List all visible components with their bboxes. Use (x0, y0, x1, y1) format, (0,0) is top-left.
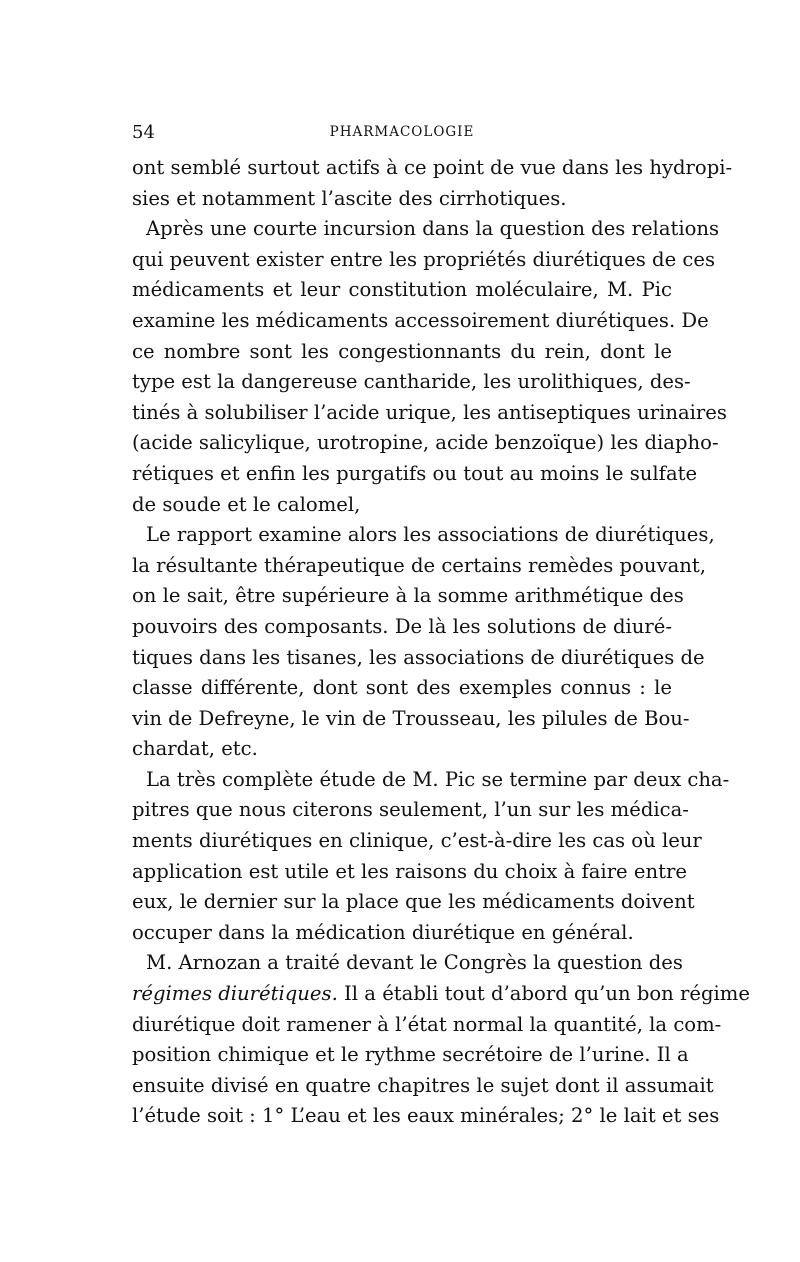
text-line: M. Arnozan a traité devant le Congrès la question des (146, 951, 683, 975)
text-line: qui peuvent exister entre les propriétés diurétiques de ces (132, 247, 716, 271)
page-number: 54 (132, 122, 155, 143)
text-line: tiques dans les tisanes, les associations de diurétiques de (132, 645, 705, 669)
text-line: ensuite divisé en quatre chapitres le sujet dont il assumait (132, 1073, 714, 1097)
text-line: application est utile et les raisons du choix à faire entre (132, 859, 687, 883)
text-line: diurétique doit ramener à l’état normal la quantité, la com- (132, 1012, 722, 1036)
text-line: rétiques et enfin les purgatifs ou tout au moins le sulfate (132, 461, 698, 485)
italic-phrase: régimes diurétiques. (132, 982, 338, 1006)
text-line: chardat, etc. (132, 737, 258, 761)
text-line: la résultante thérapeutique de certains remèdes pouvant, (132, 553, 706, 577)
body-text (132, 153, 750, 1132)
text-line: ce nombre sont les congestionnants du rein, dont le (132, 339, 672, 363)
text-line-mixed (132, 979, 750, 1010)
text-line: vin de Defreyne, le vin de Trousseau, les pilules de Bou- (132, 706, 690, 730)
text-line: La très complète étude de M. Pic se termine par deux cha- (146, 767, 730, 791)
text-line: examine les médicaments accessoirement diurétiques. De (132, 308, 709, 332)
text-line: eux, le dernier sur la place que les médicaments doivent (132, 890, 695, 914)
text-line: ments diurétiques en clinique, c’est-à-dire les cas où leur (132, 829, 702, 853)
text-line: position chimique et le rythme secrétoire de l’urine. Il a (132, 1043, 689, 1067)
page-header (132, 122, 672, 144)
text-line: occuper dans la médication diurétique en général. (132, 920, 634, 944)
text-line: type est la dangereuse cantharide, les urolithiques, des- (132, 370, 691, 394)
running-title: PHARMACOLOGIE (329, 124, 475, 140)
text-line: ont semblé surtout actifs à ce point de vue dans les hydropi- (132, 156, 733, 179)
text-line: pitres que nous citerons seulement, l’un sur les médica- (132, 798, 689, 822)
text-line: (acide salicylique, urotropine, acide benzoïque) les diapho- (132, 431, 719, 455)
text-line: l’étude soit : 1° L’eau et les eaux minérales; 2° le lait et ses (132, 1104, 720, 1128)
text-line: tinés à solubiliser l’acide urique, les antiseptiques urinaires (132, 400, 727, 424)
text-line: sies et notamment l’ascite des cirrhotiques. (132, 186, 567, 210)
text-line: pouvoirs des composants. De là les solutions de diuré- (132, 614, 672, 638)
text-line: Le rapport examine alors les associations de diurétiques, (146, 523, 715, 547)
text-line: on le sait, être supérieure à la somme arithmétique des (132, 584, 684, 608)
text-fragment: Il a établi tout d’abord qu’un bon régime (344, 982, 750, 1006)
text-line: Après une courte incursion dans la question des relations (146, 217, 720, 241)
text-line: classe différente, dont sont des exemples connus : le (132, 676, 672, 700)
text-line: médicaments et leur constitution moléculaire, M. Pic (132, 278, 672, 302)
text-line: de soude et le calomel, (132, 492, 361, 516)
